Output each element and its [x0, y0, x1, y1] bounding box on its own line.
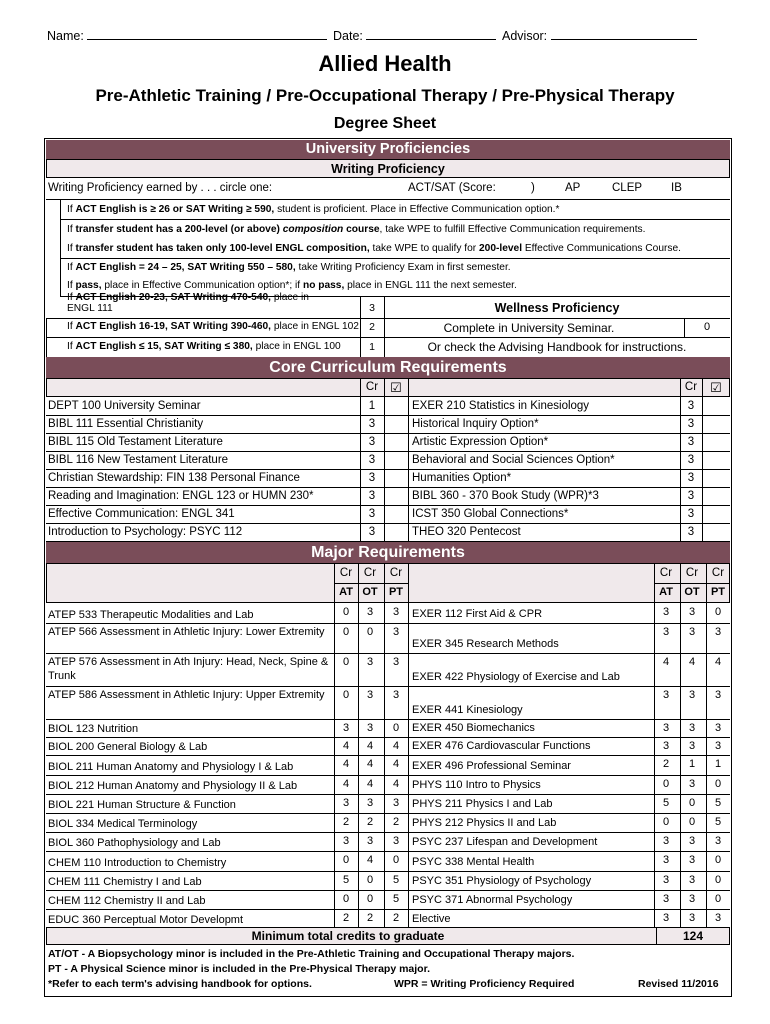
major-cr-pt: 0 [392, 854, 400, 866]
row-divider [46, 794, 730, 795]
core-checkbox[interactable] [388, 454, 406, 467]
major-course: EXER 345 Research Methods [412, 638, 559, 650]
core-course: BIBL 116 New Testament Literature [48, 454, 229, 466]
placement-engl102: If ACT English 16-19, SAT Writing 390-460, place in ENGL 102 [67, 321, 359, 332]
major-cr-at: 4 [342, 740, 350, 752]
core-checkbox[interactable] [388, 472, 406, 485]
core-checkbox[interactable] [705, 508, 727, 521]
core-course: Artistic Expression Option* [412, 436, 549, 448]
major-course: ATEP 566 Assessment in Athletic Injury: Lower Extremity [48, 626, 325, 638]
major-course: PSYC 351 Physiology of Psychology [412, 875, 592, 887]
core-course-cr: 3 [368, 490, 376, 502]
row-divider [46, 451, 730, 452]
column-divider [360, 378, 361, 541]
core-checkbox[interactable] [705, 526, 727, 539]
wellness-title: Wellness Proficiency [494, 301, 620, 315]
major-course: PHYS 211 Physics I and Lab [412, 798, 553, 810]
rule-line: If ACT English = 24 – 25, SAT Writing 550 – 580, take Writing Proficiency Exam in first semester. [67, 262, 511, 273]
column-divider [384, 563, 385, 928]
major-cr-ot: 3 [688, 835, 696, 847]
core-curriculum-band: Core Curriculum Requirements [46, 357, 730, 378]
major-cr-pt: 3 [392, 606, 400, 618]
major-cr-ot: 3 [366, 689, 374, 701]
major-cr-at: 2 [342, 912, 350, 924]
row-divider [46, 851, 730, 852]
major-cr-header: Cr [685, 567, 699, 579]
placement-engl111-cr: 3 [369, 302, 375, 314]
major-cr-ot: 4 [366, 854, 374, 866]
major-course: BIOL 334 Medical Terminology [48, 818, 198, 830]
row-divider [46, 813, 730, 814]
total-value: 124 [682, 929, 704, 943]
major-cr-at: 3 [662, 626, 670, 638]
major-course: CHEM 112 Chemistry II and Lab [48, 895, 206, 907]
major-cr-pt: 3 [714, 912, 722, 924]
core-course-cr: 3 [687, 490, 695, 502]
placement-engl100: If ACT English ≤ 15, SAT Writing ≤ 380, place in ENGL 100 [67, 341, 341, 352]
column-divider [334, 563, 335, 928]
column-divider [706, 563, 707, 928]
major-cr-at: 3 [342, 835, 350, 847]
major-track-header: OT [684, 586, 700, 598]
advisor-input-line[interactable] [551, 27, 697, 40]
core-course-cr: 3 [368, 472, 376, 484]
core-course-cr: 3 [687, 418, 695, 430]
core-course: BIBL 111 Essential Christianity [48, 418, 204, 430]
major-course: ATEP 533 Therapeutic Modalities and Lab [48, 609, 254, 621]
core-checkbox[interactable] [705, 436, 727, 449]
major-cr-at: 3 [662, 606, 670, 618]
column-divider [680, 378, 681, 541]
actsat-option[interactable]: ACT/SAT (Score: [408, 182, 496, 194]
major-cr-at: 0 [662, 816, 670, 828]
major-cr-pt: 3 [714, 740, 722, 752]
row-divider [46, 523, 730, 524]
core-course-cr: 3 [687, 526, 695, 538]
major-course: BIOL 212 Human Anatomy and Physiology II & Lab [48, 780, 298, 792]
major-cr-header: Cr [659, 567, 673, 579]
wellness-line2: Or check the Advising Handbook for instructions. [427, 340, 687, 354]
major-cr-pt: 4 [392, 758, 400, 770]
clep-option[interactable]: CLEP [612, 182, 643, 194]
placement-engl100-cr: 1 [369, 341, 375, 353]
core-checkbox[interactable] [705, 400, 727, 413]
major-cr-at: 5 [342, 874, 350, 886]
core-course: Effective Communication: ENGL 341 [48, 508, 235, 520]
major-cr-at: 0 [342, 854, 350, 866]
core-checkbox[interactable] [388, 508, 406, 521]
major-cr-at: 3 [342, 722, 350, 734]
major-course: Elective [412, 913, 451, 925]
major-cr-pt: 3 [392, 689, 400, 701]
core-left-check-header: ☑ [390, 380, 402, 395]
major-course: BIOL 123 Nutrition [48, 723, 139, 735]
core-checkbox[interactable] [388, 436, 406, 449]
major-track-header: AT [659, 586, 673, 598]
column-divider [384, 378, 385, 541]
column-divider [408, 563, 409, 928]
core-checkbox[interactable] [388, 418, 406, 431]
major-cr-pt: 0 [714, 778, 722, 790]
major-cr-ot: 4 [366, 758, 374, 770]
footer-minor-atot: AT/OT - A Biopsychology minor is included in the Pre-Athletic Training and Occupational Therapy majors. [48, 948, 575, 960]
major-cr-ot: 3 [688, 778, 696, 790]
major-cr-pt: 5 [714, 816, 722, 828]
major-cr-ot: 4 [688, 656, 696, 668]
core-course: Humanities Option* [412, 472, 512, 484]
actsat-close-paren: ) [531, 182, 535, 194]
major-cr-ot: 3 [688, 740, 696, 752]
major-cr-ot: 3 [688, 626, 696, 638]
major-course: BIOL 221 Human Structure & Function [48, 799, 236, 811]
major-cr-pt: 2 [392, 816, 400, 828]
major-cr-at: 0 [342, 689, 350, 701]
core-left-cr-header: Cr [365, 381, 379, 393]
major-cr-pt: 3 [714, 835, 722, 847]
major-cr-ot: 3 [366, 835, 374, 847]
programs-subtitle: Pre-Athletic Training / Pre-Occupational Therapy / Pre-Physical Therapy [95, 86, 675, 105]
advisor-field[interactable]: Advisor: [502, 27, 697, 43]
major-cr-pt: 5 [392, 874, 400, 886]
core-checkbox[interactable] [705, 454, 727, 467]
major-cr-ot: 3 [366, 606, 374, 618]
major-cr-pt: 2 [392, 912, 400, 924]
major-cr-ot: 3 [366, 656, 374, 668]
rule-line: If transfer student has taken only 100-level ENGL composition, take WPE to qualify for 200-level Effective Communications Course. [67, 243, 681, 254]
major-cr-ot: 2 [366, 912, 374, 924]
placement-engl102-cr: 2 [369, 321, 375, 333]
major-cr-pt: 0 [392, 722, 400, 734]
major-cr-header: Cr [339, 567, 353, 579]
row-divider [46, 832, 730, 833]
rule-line: If ACT English is ≥ 26 or SAT Writing ≥ 590, student is proficient. Place in Effective Communication option.* [67, 204, 560, 215]
name-input-line[interactable] [87, 27, 327, 40]
core-right-check-header: ☑ [710, 380, 722, 395]
core-course: Reading and Imagination: ENGL 123 or HUMN 230* [48, 490, 314, 502]
major-course: PSYC 371 Abnormal Psychology [412, 894, 573, 906]
major-cr-pt: 0 [714, 874, 722, 886]
major-cr-pt: 5 [714, 797, 722, 809]
major-cr-header: Cr [389, 567, 403, 579]
major-cr-at: 3 [662, 893, 670, 905]
wellness-cr: 0 [703, 321, 711, 333]
wellness-line1: Complete in University Seminar. [443, 321, 615, 335]
major-course: EXER 476 Cardiovascular Functions [412, 740, 591, 752]
major-course: CHEM 110 Introduction to Chemistry [48, 857, 227, 869]
core-course: EXER 210 Statistics in Kinesiology [412, 400, 590, 412]
core-course: ICST 350 Global Connections* [412, 508, 569, 520]
row-divider [46, 487, 730, 488]
major-cr-at: 4 [662, 656, 670, 668]
core-course-cr: 1 [368, 400, 376, 412]
core-checkbox[interactable] [705, 490, 727, 503]
major-cr-ot: 0 [366, 893, 374, 905]
major-cr-pt: 4 [392, 740, 400, 752]
major-cr-at: 2 [662, 758, 670, 770]
core-checkbox[interactable] [705, 418, 727, 431]
core-course: BIBL 360 - 370 Book Study (WPR)*3 [412, 490, 599, 502]
core-course: Christian Stewardship: FIN 138 Personal Finance [48, 472, 300, 484]
major-track-header: PT [710, 586, 726, 598]
major-cr-at: 3 [662, 689, 670, 701]
major-cr-ot: 3 [688, 606, 696, 618]
major-cr-header: Cr [711, 567, 725, 579]
row-divider [46, 871, 730, 872]
row-divider [46, 469, 730, 470]
core-course-cr: 3 [687, 400, 695, 412]
major-cr-at: 0 [342, 626, 350, 638]
row-divider [654, 583, 730, 584]
major-course: PSYC 338 Mental Health [412, 856, 535, 868]
total-label: Minimum total credits to graduate [251, 929, 445, 943]
core-course: Historical Inquiry Option* [412, 418, 539, 430]
row-divider [46, 719, 730, 720]
major-course: EXER 450 Biomechanics [412, 722, 535, 734]
major-cr-ot: 0 [366, 626, 374, 638]
major-cr-ot: 1 [688, 758, 696, 770]
core-course-cr: 3 [687, 472, 695, 484]
major-course: EXER 422 Physiology of Exercise and Lab [412, 671, 620, 683]
major-cr-ot: 3 [366, 722, 374, 734]
major-cr-pt: 4 [392, 778, 400, 790]
column-divider [408, 378, 409, 541]
footer-handbook-note: *Refer to each term's advising handbook for options. [48, 978, 312, 990]
row-divider [46, 433, 730, 434]
core-course-cr: 3 [368, 508, 376, 520]
sheet-title: Degree Sheet [333, 115, 437, 132]
major-course: EXER 496 Professional Seminar [412, 760, 571, 772]
major-course: PSYC 237 Lifespan and Development [412, 836, 598, 848]
column-divider [680, 563, 681, 928]
core-course: THEO 320 Pentecost [412, 526, 521, 538]
core-checkbox[interactable] [388, 400, 406, 413]
major-cr-ot: 0 [366, 874, 374, 886]
core-course-cr: 3 [368, 418, 376, 430]
date-field[interactable]: Date: [333, 27, 496, 43]
major-cr-at: 3 [342, 797, 350, 809]
column-divider [654, 563, 655, 928]
major-cr-pt: 1 [714, 758, 722, 770]
core-course-cr: 3 [368, 526, 376, 538]
major-cr-at: 3 [662, 912, 670, 924]
earned-by-label: Writing Proficiency earned by . . . circle one: [48, 182, 273, 194]
rule-line: If pass, place in Effective Communication option*; if no pass, place in ENGL 111 the next semester. [67, 280, 517, 291]
core-checkbox[interactable] [705, 472, 727, 485]
major-cr-pt: 4 [714, 656, 722, 668]
major-track-header: OT [362, 586, 378, 598]
row-divider [46, 775, 730, 776]
row-divider [46, 653, 730, 654]
major-cr-pt: 0 [714, 606, 722, 618]
core-course-cr: 3 [687, 508, 695, 520]
row-divider [46, 505, 730, 506]
major-course: PHYS 110 Intro to Physics [412, 779, 541, 791]
major-cr-at: 3 [662, 722, 670, 734]
major-cr-pt: 3 [392, 797, 400, 809]
core-course-cr: 3 [687, 454, 695, 466]
core-course: Introduction to Psychology: PSYC 112 [48, 526, 243, 538]
major-course: ATEP 586 Assessment in Athletic Injury: Upper Extremity [48, 689, 325, 701]
major-cr-ot: 0 [688, 816, 696, 828]
major-course: EDUC 360 Perceptual Motor Developmt [48, 914, 244, 926]
date-input-line[interactable] [366, 27, 496, 40]
major-cr-ot: 3 [688, 874, 696, 886]
major-cr-ot: 0 [688, 797, 696, 809]
ib-option[interactable]: IB [671, 182, 682, 194]
major-cr-pt: 3 [392, 626, 400, 638]
core-course-cr: 3 [368, 454, 376, 466]
major-track-header: AT [339, 586, 353, 598]
major-cr-at: 3 [662, 835, 670, 847]
major-cr-at: 2 [342, 816, 350, 828]
major-cr-pt: 5 [392, 893, 400, 905]
page-title: Allied Health [318, 51, 452, 76]
major-course: EXER 112 First Aid & CPR [412, 608, 543, 620]
core-course-cr: 3 [368, 436, 376, 448]
writing-proficiency-subheader: Writing Proficiency [46, 159, 730, 178]
major-course: BIOL 211 Human Anatomy and Physiology I & Lab [48, 761, 294, 773]
major-cr-pt: 3 [714, 689, 722, 701]
row-divider [46, 415, 730, 416]
major-cr-ot: 2 [366, 816, 374, 828]
major-requirements-band: Major Requirements [46, 542, 730, 563]
major-course: EXER 441 Kinesiology [412, 704, 523, 716]
major-cr-ot: 4 [366, 740, 374, 752]
core-course: BIBL 115 Old Testament Literature [48, 436, 223, 448]
major-course: ATEP 576 Assessment in Ath Injury: Head, Neck, Spine & Trunk [48, 656, 329, 682]
major-cr-at: 3 [662, 740, 670, 752]
row-divider [46, 909, 730, 910]
major-cr-ot: 3 [688, 722, 696, 734]
university-proficiencies-band: University Proficiencies [46, 140, 730, 159]
major-cr-ot: 3 [688, 689, 696, 701]
major-course: CHEM 111 Chemistry I and Lab [48, 876, 202, 888]
core-course: DEPT 100 University Seminar [48, 400, 201, 412]
major-cr-at: 0 [342, 606, 350, 618]
row-divider [334, 583, 408, 584]
major-cr-at: 3 [662, 854, 670, 866]
major-cr-pt: 3 [392, 835, 400, 847]
major-cr-header: Cr [363, 567, 377, 579]
major-cr-ot: 3 [688, 893, 696, 905]
major-course: BIOL 200 General Biology & Lab [48, 741, 208, 753]
major-course: BIOL 360 Pathophysiology and Lab [48, 837, 221, 849]
major-cr-at: 0 [342, 893, 350, 905]
major-cr-pt: 0 [714, 893, 722, 905]
major-cr-pt: 3 [392, 656, 400, 668]
row-divider [46, 686, 730, 687]
row-divider [46, 890, 730, 891]
major-cr-ot: 3 [688, 854, 696, 866]
major-cr-pt: 3 [714, 722, 722, 734]
core-course-cr: 3 [687, 436, 695, 448]
core-checkbox[interactable] [388, 526, 406, 539]
major-cr-at: 5 [662, 797, 670, 809]
column-divider [358, 563, 359, 928]
major-cr-pt: 0 [714, 854, 722, 866]
row-divider [46, 755, 730, 756]
major-cr-ot: 3 [688, 912, 696, 924]
major-course: PHYS 212 Physics II and Lab [412, 817, 557, 829]
rule-line: If transfer student has a 200-level (or above) composition course, take WPE to fulfill Effective Communication requirements. [67, 224, 646, 235]
core-checkbox[interactable] [388, 490, 406, 503]
major-cr-pt: 3 [714, 626, 722, 638]
placement-engl111: If ACT English 20-23, SAT Writing 470-540, place in ENGL 111 [67, 292, 309, 314]
major-cr-at: 4 [342, 778, 350, 790]
row-divider [46, 737, 730, 738]
major-cr-at: 0 [342, 656, 350, 668]
footer-wpr-note: WPR = Writing Proficiency Required [394, 978, 575, 990]
row-divider [46, 623, 730, 624]
major-cr-ot: 3 [366, 797, 374, 809]
column-divider [702, 378, 703, 541]
footer-revised: Revised 11/2016 [638, 978, 719, 990]
name-field[interactable]: Name: [47, 27, 327, 43]
major-cr-at: 0 [662, 778, 670, 790]
core-right-cr-header: Cr [684, 381, 698, 393]
footer-minor-pt: PT - A Physical Science minor is included in the Pre-Physical Therapy major. [48, 963, 431, 975]
ap-option[interactable]: AP [565, 182, 581, 194]
core-course: Behavioral and Social Sciences Option* [412, 454, 615, 466]
major-cr-at: 3 [662, 874, 670, 886]
major-cr-ot: 4 [366, 778, 374, 790]
major-track-header: PT [388, 586, 404, 598]
major-cr-at: 4 [342, 758, 350, 770]
